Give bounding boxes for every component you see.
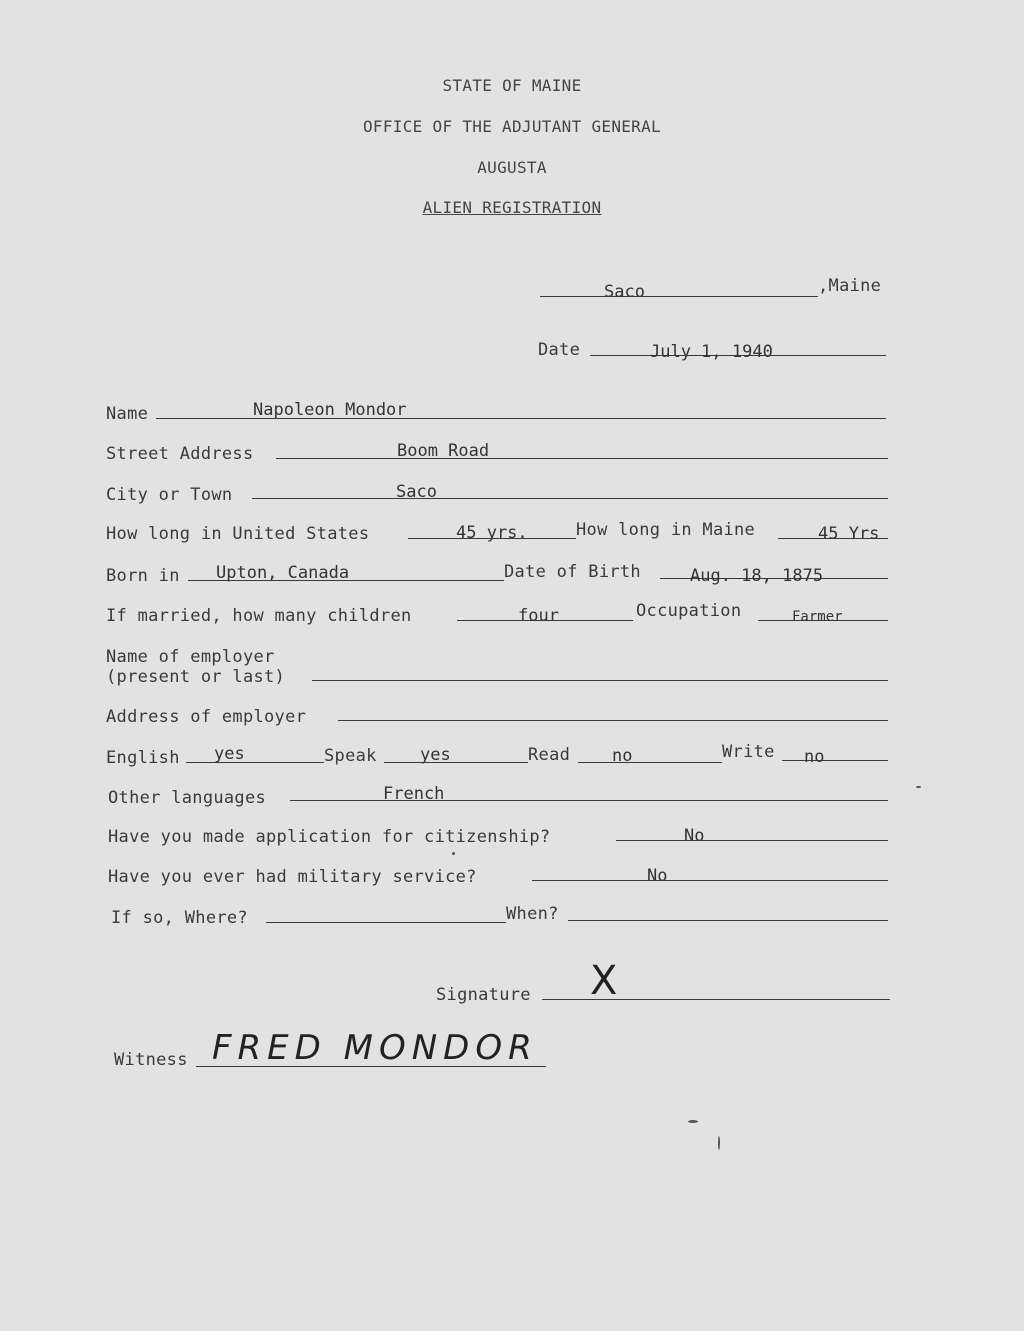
other-languages-value: French bbox=[383, 784, 445, 804]
dob-value: Aug. 18, 1875 bbox=[690, 566, 824, 586]
english-value: yes bbox=[214, 744, 245, 764]
speak-line bbox=[384, 762, 528, 763]
read-line bbox=[578, 762, 722, 763]
military-line bbox=[532, 880, 888, 881]
citizenship-label: Have you made application for citizenship? bbox=[108, 827, 551, 847]
employer-line bbox=[312, 680, 888, 681]
employer-address-label: Address of employer bbox=[106, 707, 307, 727]
street-label: Street Address bbox=[106, 444, 254, 464]
children-value: four bbox=[518, 606, 559, 626]
place-suffix: ,Maine bbox=[818, 276, 882, 296]
witness-signature: FRED MONDOR bbox=[212, 1028, 538, 1068]
citizenship-value: No bbox=[684, 826, 705, 846]
header-office: OFFICE OF THE ADJUTANT GENERAL bbox=[363, 117, 661, 136]
military-value: No bbox=[647, 866, 668, 886]
when-label: When? bbox=[506, 904, 559, 924]
children-label: If married, how many children bbox=[106, 606, 412, 626]
date-value: July 1, 1940 bbox=[650, 342, 773, 362]
scan-speck bbox=[718, 1136, 720, 1150]
military-label: Have you ever had military service? bbox=[108, 867, 477, 887]
how-long-maine-value: 45 Yrs bbox=[818, 524, 880, 544]
born-value: Upton, Canada bbox=[216, 563, 350, 583]
how-long-us-label: How long in United States bbox=[106, 524, 370, 544]
dob-label: Date of Birth bbox=[504, 562, 641, 582]
city-line bbox=[252, 498, 888, 499]
header-city: AUGUSTA bbox=[477, 158, 547, 177]
occupation-label: Occupation bbox=[636, 601, 742, 621]
read-label: Read bbox=[528, 745, 571, 765]
other-languages-line bbox=[290, 800, 888, 801]
citizenship-line bbox=[616, 840, 888, 841]
name-label: Name bbox=[106, 404, 149, 424]
where-line bbox=[266, 922, 506, 923]
scan-speck bbox=[452, 852, 455, 855]
place-line bbox=[540, 296, 818, 297]
employer-address-line bbox=[338, 720, 888, 721]
when-line bbox=[568, 920, 888, 921]
date-label: Date bbox=[538, 340, 581, 360]
street-line bbox=[276, 458, 888, 459]
occupation-value: Farmer bbox=[792, 609, 843, 625]
english-label: English bbox=[106, 748, 180, 768]
other-languages-label: Other languages bbox=[108, 788, 267, 808]
speak-value: yes bbox=[420, 745, 451, 765]
speak-label: Speak bbox=[324, 746, 377, 766]
write-value: no bbox=[804, 747, 825, 767]
read-value: no bbox=[612, 746, 633, 766]
witness-label: Witness bbox=[114, 1050, 188, 1070]
street-value: Boom Road bbox=[397, 441, 490, 461]
english-line bbox=[186, 762, 324, 763]
place-value: Saco bbox=[604, 282, 645, 302]
city-value: Saco bbox=[396, 482, 437, 502]
header-state: STATE OF MAINE bbox=[442, 76, 582, 95]
born-label: Born in bbox=[106, 566, 180, 586]
name-value: Napoleon Mondor bbox=[253, 400, 407, 420]
signature-mark: X bbox=[590, 958, 618, 1004]
city-label: City or Town bbox=[106, 485, 233, 505]
how-long-us-value: 45 yrs. bbox=[456, 523, 528, 543]
scan-speck bbox=[916, 786, 921, 788]
scan-speck bbox=[688, 1120, 698, 1123]
how-long-maine-label: How long in Maine bbox=[576, 520, 756, 540]
signature-label: Signature bbox=[436, 985, 531, 1005]
write-label: Write bbox=[722, 742, 775, 762]
header-title: ALIEN REGISTRATION bbox=[422, 198, 602, 217]
write-line bbox=[782, 760, 888, 761]
employer-label-1: Name of employer bbox=[106, 647, 275, 667]
where-label: If so, Where? bbox=[111, 908, 248, 928]
employer-label-2: (present or last) bbox=[106, 667, 286, 687]
